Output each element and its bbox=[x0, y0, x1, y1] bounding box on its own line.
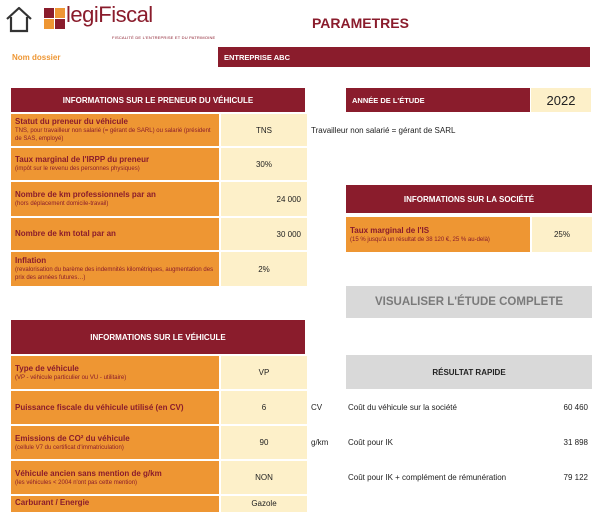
vehicule-puissance-field[interactable]: 6 bbox=[221, 391, 307, 424]
preneur-tmi-field[interactable]: 30% bbox=[221, 148, 307, 180]
vehicule-type-field[interactable]: VP bbox=[221, 356, 307, 389]
preneur-tmi-label: Taux marginal de l'IRPP du preneur (impôt sur le revenu des personnes physiques) bbox=[11, 148, 219, 180]
preneur-statut-field[interactable]: TNS bbox=[221, 114, 307, 146]
resultat-cout-societe-value: 60 460 bbox=[563, 403, 588, 412]
societe-is-label: Taux marginal de l'IS (15 % jusqu'à un résultat de 38 120 €, 25 % au-delà) bbox=[346, 217, 530, 252]
vehicule-carburant-label: Carburant / Energie bbox=[11, 496, 219, 512]
brand-mark-icon bbox=[44, 8, 66, 30]
vehicule-ancien-field[interactable]: NON bbox=[221, 461, 307, 494]
resultat-cout-ik-complement-value: 79 122 bbox=[563, 473, 588, 482]
dossier-value-field[interactable]: ENTREPRISE ABC bbox=[218, 47, 590, 67]
vehicule-type-label: Type de véhicule (VP - véhicule particulier ou VU - utilitaire) bbox=[11, 356, 219, 389]
preneur-inflation-field[interactable]: 2% bbox=[221, 252, 307, 286]
preneur-km-total-label: Nombre de km total par an bbox=[11, 218, 219, 250]
dossier-label: Nom dossier bbox=[12, 53, 61, 62]
resultat-cout-ik-label: Coût pour IK bbox=[348, 438, 393, 447]
home-icon[interactable] bbox=[4, 4, 34, 34]
page-title: PARAMETRES bbox=[312, 15, 409, 31]
vehicule-co2-unit: g/km bbox=[311, 438, 329, 447]
brand-logo bbox=[44, 2, 214, 42]
vehicule-carburant-field[interactable]: Gazole bbox=[221, 496, 307, 512]
annee-field[interactable]: 2022 bbox=[531, 88, 591, 112]
resultat-section-header: RÉSULTAT RAPIDE bbox=[346, 355, 592, 389]
preneur-statut-label: Statut du preneur du véhicule TNS, pour travailleur non salarié (= gérant de SARL) ou salarié (président de SAS, employé) bbox=[11, 114, 219, 146]
brand-name-prefix: legi bbox=[66, 2, 99, 27]
resultat-cout-ik-value: 31 898 bbox=[563, 438, 588, 447]
brand-tagline: FISCALITÉ DE L'ENTREPRISE ET DU PATRIMOINE bbox=[112, 35, 216, 40]
resultat-cout-ik-complement-label: Coût pour IK + complément de rémunération bbox=[348, 473, 507, 482]
preneur-section-header: INFORMATIONS SUR LE PRENEUR DU VÉHICULE bbox=[11, 88, 305, 112]
preneur-km-pro-field[interactable]: 24 000 bbox=[221, 182, 307, 216]
brand-name-suffix: Fiscal bbox=[98, 2, 153, 27]
preneur-km-pro-label: Nombre de km professionnels par an (hors déplacement domicile-travail) bbox=[11, 182, 219, 216]
vehicule-puissance-label: Puissance fiscale du véhicule utilisé (en CV) bbox=[11, 391, 219, 424]
resultat-cout-societe-label: Coût du véhicule sur la société bbox=[348, 403, 457, 412]
visualiser-etude-button[interactable]: VISUALISER L'ÉTUDE COMPLETE bbox=[346, 286, 592, 318]
vehicule-ancien-label: Véhicule ancien sans mention de g/km (les véhicules < 2004 n'ont pas cette mention) bbox=[11, 461, 219, 494]
vehicule-co2-label: Emissions de CO² du véhicule (cellule V7 du certificat d'immatriculation) bbox=[11, 426, 219, 459]
societe-section-header: INFORMATIONS SUR LA SOCIÉTÉ bbox=[346, 185, 592, 213]
vehicule-section-header: INFORMATIONS SUR LE VÉHICULE bbox=[11, 320, 305, 354]
preneur-km-total-field[interactable]: 30 000 bbox=[221, 218, 307, 250]
annee-label: ANNÉE DE L'ÉTUDE bbox=[346, 88, 530, 112]
vehicule-puissance-unit: CV bbox=[311, 403, 323, 412]
preneur-inflation-label: Inflation (revalorisation du barème des indemnités kilométriques, augmentation des prix des années futures…) bbox=[11, 252, 219, 286]
preneur-statut-note: Travailleur non salarié = gérant de SARL bbox=[311, 125, 456, 135]
vehicule-co2-field[interactable]: 90 bbox=[221, 426, 307, 459]
societe-is-field[interactable]: 25% bbox=[532, 217, 592, 252]
